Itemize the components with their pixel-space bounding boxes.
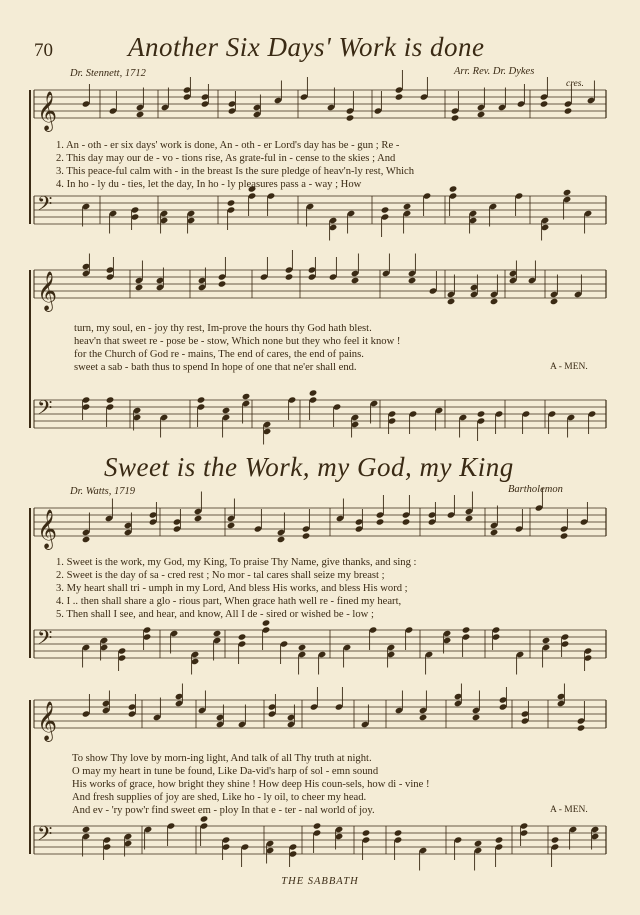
note-head xyxy=(577,724,586,731)
note-head xyxy=(563,189,572,196)
note-head xyxy=(194,515,203,522)
hymn2-lyrics-line1 xyxy=(56,556,416,621)
note-head xyxy=(449,185,458,192)
treble-clef-icon: 𝄞 xyxy=(37,271,58,311)
note-head xyxy=(477,111,486,118)
bass-clef-icon: 𝄢 xyxy=(37,396,53,424)
hymn2-verse1-line1: 1. Sweet is the work, my God, my King, To praise Thy Name, give thanks, and sing : xyxy=(56,557,417,568)
hymn1-verse3-line2: for the Church of God re - mains, The end of cares, the end of pains. xyxy=(74,349,364,360)
note-head xyxy=(309,389,318,396)
hymn2-verse4-line1: 4. I .. then shall share a glo - rious part, When grace hath well re - fined my heart, xyxy=(56,596,402,607)
hymn1-lyrics-line1 xyxy=(56,139,414,191)
hymn1-verse2-line2: heav'n that sweet re - pose be - stow, Which none but they who feel it know ! xyxy=(74,336,401,347)
note-head xyxy=(106,396,115,403)
hymn2-lyrics-line2 xyxy=(72,752,429,817)
hymn2-title: Sweet is the Work, my God, my King xyxy=(104,452,514,482)
bass-clef-icon: 𝄢 xyxy=(37,192,53,220)
note-head xyxy=(395,93,404,100)
note-head xyxy=(242,393,251,400)
hymn2-verse2-line2: O may my heart in tune be found, Like Da-vid's harp of sol - emn sound xyxy=(72,766,379,777)
note-head xyxy=(402,518,411,525)
hymn1-amen: A - MEN. xyxy=(550,362,588,372)
page-number: 70 xyxy=(34,40,53,61)
note-head xyxy=(285,273,294,280)
note-head xyxy=(474,840,483,847)
note-head xyxy=(462,626,471,633)
note-head xyxy=(560,532,569,539)
note-head xyxy=(477,410,486,417)
note-head xyxy=(495,836,504,843)
hymn2-author: Dr. Watts, 1719 xyxy=(70,486,135,497)
hymn1-title: Another Six Days' Work is done xyxy=(128,32,485,62)
note-head xyxy=(394,829,403,836)
note-head xyxy=(490,298,499,305)
note-head xyxy=(551,836,560,843)
note-head xyxy=(213,630,222,637)
note-head xyxy=(82,536,91,543)
note-head xyxy=(419,714,428,721)
hymn1-verse1-line2: turn, my soul, en - joy thy rest, Im-prove the hours thy God hath blest. xyxy=(74,323,372,334)
note-head xyxy=(472,714,481,721)
hymn2-verse2-line1: 2. Sweet is the day of sa - cred rest ; No mor - tal cares shall seize my breast ; xyxy=(56,570,385,581)
hymn1-arranger: Arr. Rev. Dr. Dykes xyxy=(454,66,535,77)
note-head xyxy=(465,515,474,522)
note-head xyxy=(135,284,144,291)
note-head xyxy=(351,277,360,284)
hymn2-verse1-line2: To show Thy love by morn-ing light, And talk of all Thy truth at night. xyxy=(72,753,372,764)
note-head xyxy=(376,518,385,525)
hymn2-verse5-line1: 5. Then shall I see, and hear, and know, All I de - sired or wished be - low ; xyxy=(56,609,374,620)
page-footer: THE SABBATH xyxy=(281,876,359,887)
treble-clef-icon: 𝄞 xyxy=(37,91,58,131)
note-head xyxy=(362,829,371,836)
hymn2-verse5-line2: And ev - 'ry pow'r find sweet em - ploy In that e - ter - nal world of joy. xyxy=(72,805,375,816)
bass-clef-icon: 𝄢 xyxy=(37,626,53,654)
hymn1-verse4-line2: sweet a sab - bath thus to spend In hope of one that ne'er shall end. xyxy=(74,362,357,373)
note-head xyxy=(408,277,417,284)
treble-clef-icon: 𝄞 xyxy=(37,509,58,549)
hymn2-verse3-line2: His works of grace, how bright they shine ! How deep His coun-sels, how di - vine ! xyxy=(72,779,430,790)
hymn2-verse4-line2: And fresh supplies of joy are shed, Like ho - ly oil, to cheer my head. xyxy=(72,792,367,803)
note-head xyxy=(197,396,206,403)
note-head xyxy=(542,637,551,644)
hymn2-verse3-line1: 3. My heart shall tri - umph in my Lord, And bless His works, and bless His word ; xyxy=(56,583,408,594)
bass-clef-icon: 𝄢 xyxy=(37,822,53,850)
treble-clef-icon: 𝄞 xyxy=(37,701,58,741)
note-head xyxy=(227,522,236,529)
note-head xyxy=(451,114,460,121)
note-head xyxy=(136,111,145,118)
note-head xyxy=(346,114,355,121)
note-head xyxy=(82,826,91,833)
note-head xyxy=(298,644,307,651)
hymn1-verse2-line1: 2. This day may our de - vo - tions rise, As grate-ful in - cense to the skies ; And xyxy=(56,153,396,164)
note-head xyxy=(540,100,549,107)
note-head xyxy=(447,298,456,305)
note-head xyxy=(564,107,573,114)
note-head xyxy=(238,633,247,640)
note-head xyxy=(227,199,236,206)
hymn1-lyrics-line2 xyxy=(74,322,400,374)
hymn1-expression: cres. xyxy=(566,79,584,89)
note-head xyxy=(381,206,390,213)
hymn2-composer: Bartholemon xyxy=(508,484,563,495)
note-head xyxy=(403,203,412,210)
note-head xyxy=(222,407,231,414)
note-head xyxy=(218,280,227,287)
hymn1-author: Dr. Stennett, 1712 xyxy=(70,68,146,79)
hymn1-verse4-line1: 4. In ho - ly du - ties, let the day, In ho - ly pleasures pass a - way ; How xyxy=(56,179,362,190)
hymn2-amen: A - MEN. xyxy=(550,805,588,815)
note-head xyxy=(490,529,499,536)
note-head xyxy=(302,532,311,539)
hymn1-verse3-line1: 3. This peace-ful calm with - in the breast Is the sure pledge of heav'n-ly rest, Which xyxy=(56,166,415,177)
note-head xyxy=(277,536,286,543)
note-head xyxy=(550,298,559,305)
note-head xyxy=(313,822,322,829)
hymn1-verse1-line1: 1. An - oth - er six days' work is done, An - oth - er Lord's day has be - gun ; Re - xyxy=(56,140,400,151)
